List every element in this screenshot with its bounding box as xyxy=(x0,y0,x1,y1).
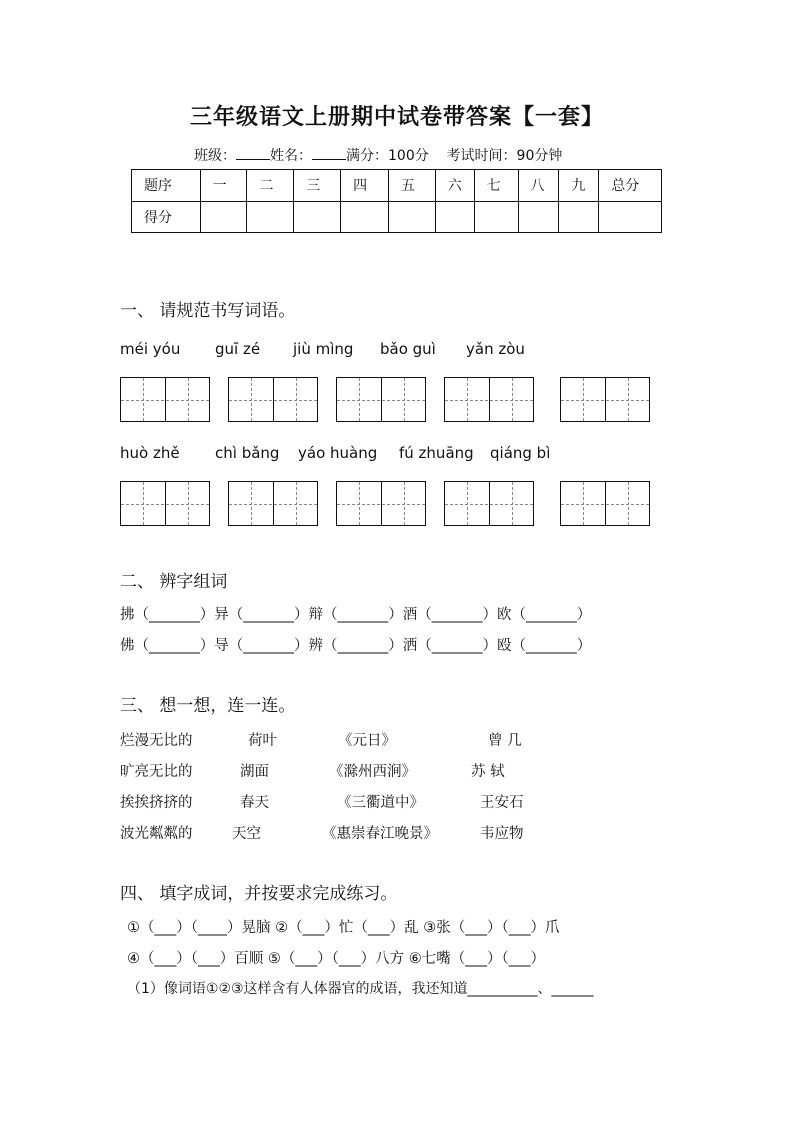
score-cell[interactable] xyxy=(474,201,518,233)
section-3-heading: 三、 想一想，连一连。 xyxy=(120,696,296,716)
full-score: 满分：100分 xyxy=(346,148,429,164)
connect-poem: 《滁州西涧》 xyxy=(329,764,416,780)
connect-noun: 春天 xyxy=(240,795,269,811)
section-2-heading: 二、 辨字组词 xyxy=(120,572,228,592)
class-blank[interactable] xyxy=(236,147,270,160)
score-cell[interactable] xyxy=(247,201,294,233)
score-header-cell: 三 xyxy=(294,170,341,202)
score-header-cell: 八 xyxy=(518,170,559,202)
score-header-cell: 九 xyxy=(559,170,599,202)
score-cell[interactable] xyxy=(294,201,341,233)
writing-grid[interactable] xyxy=(228,377,318,422)
connect-poem: 《三衢道中》 xyxy=(337,795,424,811)
score-cell[interactable] xyxy=(388,201,435,233)
section-1-heading: 一、 请规范书写词语。 xyxy=(120,301,296,321)
score-header-cell: 七 xyxy=(474,170,518,202)
score-header-cell: 二 xyxy=(247,170,294,202)
fill-line-2: ④（___）（___）百顺 ⑤（___）（___）八方 ⑥七嘴（___）（___） xyxy=(127,951,545,967)
name-label: 姓名： xyxy=(270,148,312,164)
score-header-cell: 总分 xyxy=(599,170,662,202)
connect-poet: 王安石 xyxy=(480,795,524,811)
connect-poet: 曾 几 xyxy=(488,733,522,749)
score-header-cell: 一 xyxy=(200,170,247,202)
writing-grid[interactable] xyxy=(228,481,318,526)
writing-grid[interactable] xyxy=(560,481,650,526)
score-header-cell: 六 xyxy=(435,170,474,202)
score-cell[interactable] xyxy=(435,201,474,233)
writing-grid[interactable] xyxy=(560,377,650,422)
page-title: 三年级语文上册期中试卷带答案【一套】 xyxy=(189,105,604,130)
pinyin-label: yáo huàng xyxy=(298,444,378,462)
score-header-cell: 四 xyxy=(341,170,389,202)
class-label: 班级： xyxy=(194,148,236,164)
exam-info xyxy=(194,145,562,165)
score-cell[interactable] xyxy=(341,201,389,233)
score-cell[interactable] xyxy=(599,201,662,233)
name-blank[interactable] xyxy=(312,147,346,160)
pinyin-label: guī zé xyxy=(215,340,261,358)
connect-adj: 旷亮无比的 xyxy=(120,764,193,780)
pinyin-label: fú zhuāng xyxy=(399,444,474,462)
pinyin-label: yǎn zòu xyxy=(466,340,525,358)
writing-grid[interactable] xyxy=(336,377,426,422)
connect-adj: 波光粼粼的 xyxy=(120,826,193,842)
zi-line-1: 拂（_______）异（_______）辩（_______）酒（_______）欧（_______） xyxy=(120,607,592,623)
exam-time: 考试时间：90分钟 xyxy=(446,148,563,164)
score-table xyxy=(131,169,662,233)
score-cell[interactable] xyxy=(559,201,599,233)
writing-grid[interactable] xyxy=(120,377,210,422)
score-header-cell: 五 xyxy=(388,170,435,202)
score-row-label: 得分 xyxy=(132,201,201,233)
writing-grid[interactable] xyxy=(444,481,534,526)
score-row xyxy=(132,201,662,233)
connect-noun: 湖面 xyxy=(240,764,269,780)
fill-line-3: （1）像词语①②③这样含有人体器官的成语，我还知道__________、______ xyxy=(127,981,594,997)
pinyin-label: chì bǎng xyxy=(215,444,280,462)
connect-adj: 烂漫无比的 xyxy=(120,733,193,749)
connect-poem: 《元日》 xyxy=(338,733,396,749)
pinyin-label: qiáng bì xyxy=(490,444,551,462)
score-header-cell: 题序 xyxy=(132,170,201,202)
score-cell[interactable] xyxy=(518,201,559,233)
connect-noun: 荷叶 xyxy=(248,733,277,749)
connect-noun: 天空 xyxy=(232,826,261,842)
connect-adj: 挨挨挤挤的 xyxy=(120,795,193,811)
score-cell[interactable] xyxy=(200,201,247,233)
zi-line-2: 佛（_______）导（_______）辨（_______）洒（_______）殴（_______） xyxy=(120,638,592,654)
pinyin-label: huò zhě xyxy=(120,444,180,462)
writing-grid[interactable] xyxy=(336,481,426,526)
pinyin-label: méi yóu xyxy=(120,340,181,358)
score-header-row xyxy=(132,170,662,202)
section-4-heading: 四、 填字成词，并按要求完成练习。 xyxy=(120,884,398,904)
connect-poem: 《惠崇春江晚景》 xyxy=(322,826,438,842)
writing-grid[interactable] xyxy=(444,377,534,422)
writing-grid[interactable] xyxy=(120,481,210,526)
pinyin-label: bǎo guì xyxy=(380,340,436,358)
pinyin-label: jiù mìng xyxy=(293,340,354,358)
connect-poet: 韦应物 xyxy=(480,826,524,842)
connect-poet: 苏 轼 xyxy=(471,764,505,780)
fill-line-1: ①（___）（____）晃脑 ②（___）忙（___）乱 ③张（___）（___）爪 xyxy=(127,920,560,936)
